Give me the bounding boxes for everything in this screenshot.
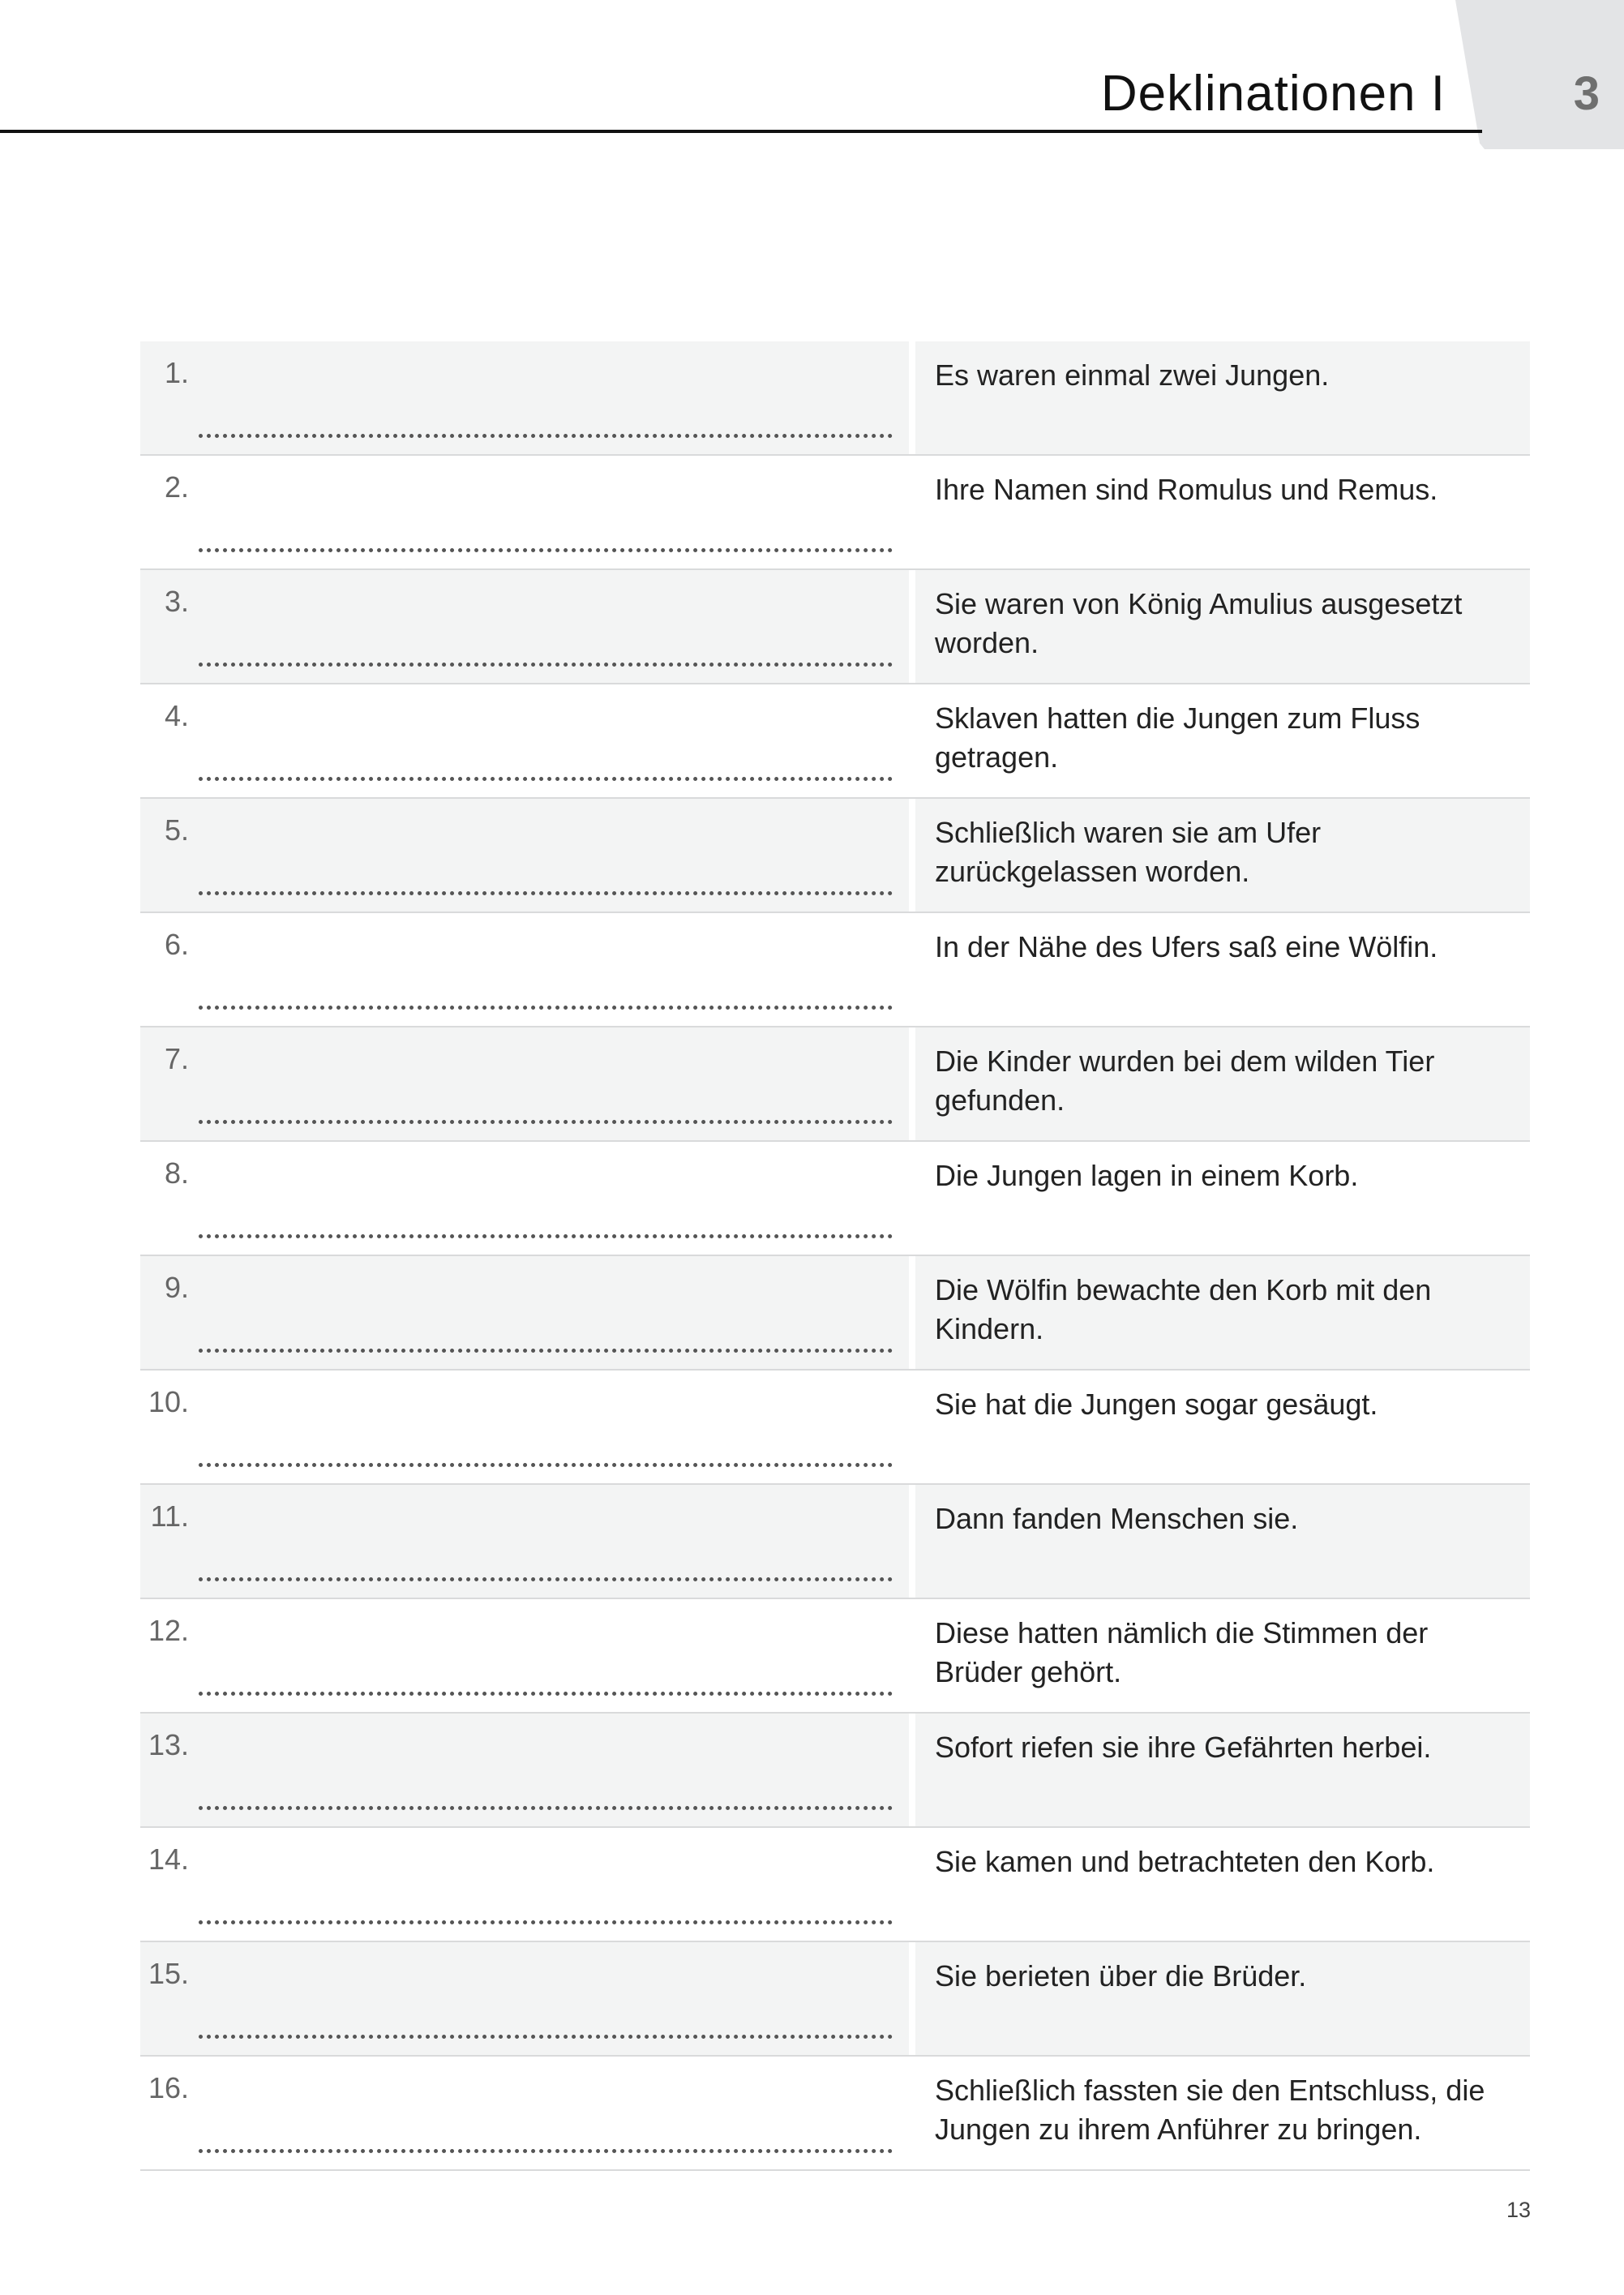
- german-sentence: Die Kinder wurden bei dem wilden Tier gefunden.: [935, 1045, 1435, 1117]
- answer-line[interactable]: [199, 1692, 893, 1696]
- answer-line[interactable]: [199, 2149, 893, 2153]
- row-number: 6.: [164, 928, 189, 961]
- sentence-cell: [915, 1942, 1530, 2055]
- german-sentence: Ihre Namen sind Romulus und Remus.: [935, 473, 1438, 506]
- page-number: 13: [1506, 2198, 1532, 2222]
- answer-line[interactable]: [199, 1120, 893, 1124]
- header-rule: [0, 130, 1482, 133]
- answer-cell[interactable]: [140, 913, 909, 1026]
- row-number: 14.: [148, 1842, 189, 1876]
- sentence-cell: [915, 1142, 1530, 1255]
- sentence-cell: [915, 1027, 1530, 1140]
- german-sentence: Es waren einmal zwei Jungen.: [935, 358, 1330, 392]
- row-number: 9.: [164, 1271, 189, 1304]
- answer-cell[interactable]: [140, 1142, 909, 1255]
- sentence-cell: [915, 799, 1530, 912]
- sentence-cell: [915, 684, 1530, 797]
- table-row: [140, 1142, 1530, 1256]
- answer-cell[interactable]: [140, 341, 909, 454]
- german-sentence: Sie kamen und betrachteten den Korb.: [935, 1845, 1435, 1878]
- row-number: 13.: [148, 1728, 189, 1761]
- table-row: [140, 684, 1530, 799]
- answer-cell[interactable]: [140, 1256, 909, 1369]
- german-sentence: Sklaven hatten die Jungen zum Fluss getragen.: [935, 701, 1420, 774]
- table-row: [140, 799, 1530, 913]
- table-row: [140, 456, 1530, 570]
- row-number: 8.: [164, 1156, 189, 1190]
- answer-line[interactable]: [199, 2035, 893, 2039]
- exercise-table: [140, 341, 1530, 2171]
- row-number: 4.: [164, 699, 189, 732]
- answer-cell[interactable]: [140, 570, 909, 683]
- answer-cell[interactable]: [140, 1828, 909, 1941]
- german-sentence: Die Wölfin bewachte den Korb mit den Kindern.: [935, 1273, 1432, 1345]
- answer-cell[interactable]: [140, 1714, 909, 1826]
- german-sentence: In der Nähe des Ufers saß eine Wölfin.: [935, 930, 1438, 963]
- page-title: Deklinationen I: [1100, 66, 1446, 122]
- answer-line[interactable]: [199, 1920, 893, 1924]
- row-number: 3.: [164, 585, 189, 618]
- answer-line[interactable]: [199, 434, 893, 438]
- table-row: [140, 1256, 1530, 1371]
- german-sentence: Sie waren von König Amulius ausgesetzt worden.: [935, 587, 1463, 659]
- answer-cell[interactable]: [140, 1371, 909, 1483]
- row-number: 5.: [164, 813, 189, 847]
- answer-cell[interactable]: [140, 684, 909, 797]
- sentence-cell: [915, 456, 1530, 568]
- answer-line[interactable]: [199, 1006, 893, 1010]
- answer-line[interactable]: [199, 1577, 893, 1581]
- sentence-cell: [915, 1371, 1530, 1483]
- sentence-cell: [915, 1828, 1530, 1941]
- answer-cell[interactable]: [140, 1942, 909, 2055]
- german-sentence: Sofort riefen sie ihre Gefährten herbei.: [935, 1731, 1432, 1764]
- sentence-cell: [915, 2057, 1530, 2169]
- answer-line[interactable]: [199, 891, 893, 895]
- answer-cell[interactable]: [140, 1599, 909, 1712]
- chapter-number: 3: [1573, 67, 1600, 120]
- table-row: [140, 1714, 1530, 1828]
- table-row: [140, 570, 1530, 684]
- sentence-cell: [915, 341, 1530, 454]
- sentence-cell: [915, 1485, 1530, 1598]
- german-sentence: Schließlich fassten sie den Entschluss, die Jungen zu ihrem Anführer zu bringen.: [935, 2074, 1485, 2146]
- table-row: [140, 1027, 1530, 1142]
- table-row: [140, 341, 1530, 456]
- answer-line[interactable]: [199, 1463, 893, 1467]
- german-sentence: Sie berieten über die Brüder.: [935, 1959, 1307, 1993]
- answer-line[interactable]: [199, 548, 893, 552]
- german-sentence: Dann fanden Menschen sie.: [935, 1502, 1299, 1535]
- german-sentence: Die Jungen lagen in einem Korb.: [935, 1159, 1359, 1192]
- answer-cell[interactable]: [140, 1027, 909, 1140]
- table-row: [140, 913, 1530, 1027]
- sentence-cell: [915, 913, 1530, 1026]
- answer-line[interactable]: [199, 1806, 893, 1810]
- answer-line[interactable]: [199, 777, 893, 781]
- answer-cell[interactable]: [140, 799, 909, 912]
- german-sentence: Diese hatten nämlich die Stimmen der Brüder gehört.: [935, 1616, 1429, 1688]
- table-row: [140, 1828, 1530, 1942]
- german-sentence: Sie hat die Jungen sogar gesäugt.: [935, 1388, 1378, 1421]
- row-number: 7.: [164, 1042, 189, 1075]
- row-number: 1.: [164, 356, 189, 389]
- table-row: [140, 2057, 1530, 2171]
- row-number: 12.: [148, 1614, 189, 1647]
- answer-line[interactable]: [199, 663, 893, 667]
- sentence-cell: [915, 1256, 1530, 1369]
- sentence-cell: [915, 1599, 1530, 1712]
- table-row: [140, 1485, 1530, 1599]
- row-number: 15.: [148, 1957, 189, 1990]
- row-number: 2.: [164, 470, 189, 504]
- table-row: [140, 1942, 1530, 2057]
- german-sentence: Schließlich waren sie am Ufer zurückgelassen worden.: [935, 816, 1322, 888]
- row-number: 11.: [150, 1499, 189, 1533]
- answer-cell[interactable]: [140, 456, 909, 568]
- answer-line[interactable]: [199, 1234, 893, 1238]
- answer-cell[interactable]: [140, 2057, 909, 2169]
- sentence-cell: [915, 1714, 1530, 1826]
- answer-line[interactable]: [199, 1349, 893, 1353]
- table-row: [140, 1599, 1530, 1714]
- sentence-cell: [915, 570, 1530, 683]
- answer-cell[interactable]: [140, 1485, 909, 1598]
- row-number: 16.: [148, 2071, 189, 2104]
- table-row: [140, 1371, 1530, 1485]
- row-number: 10.: [148, 1385, 189, 1418]
